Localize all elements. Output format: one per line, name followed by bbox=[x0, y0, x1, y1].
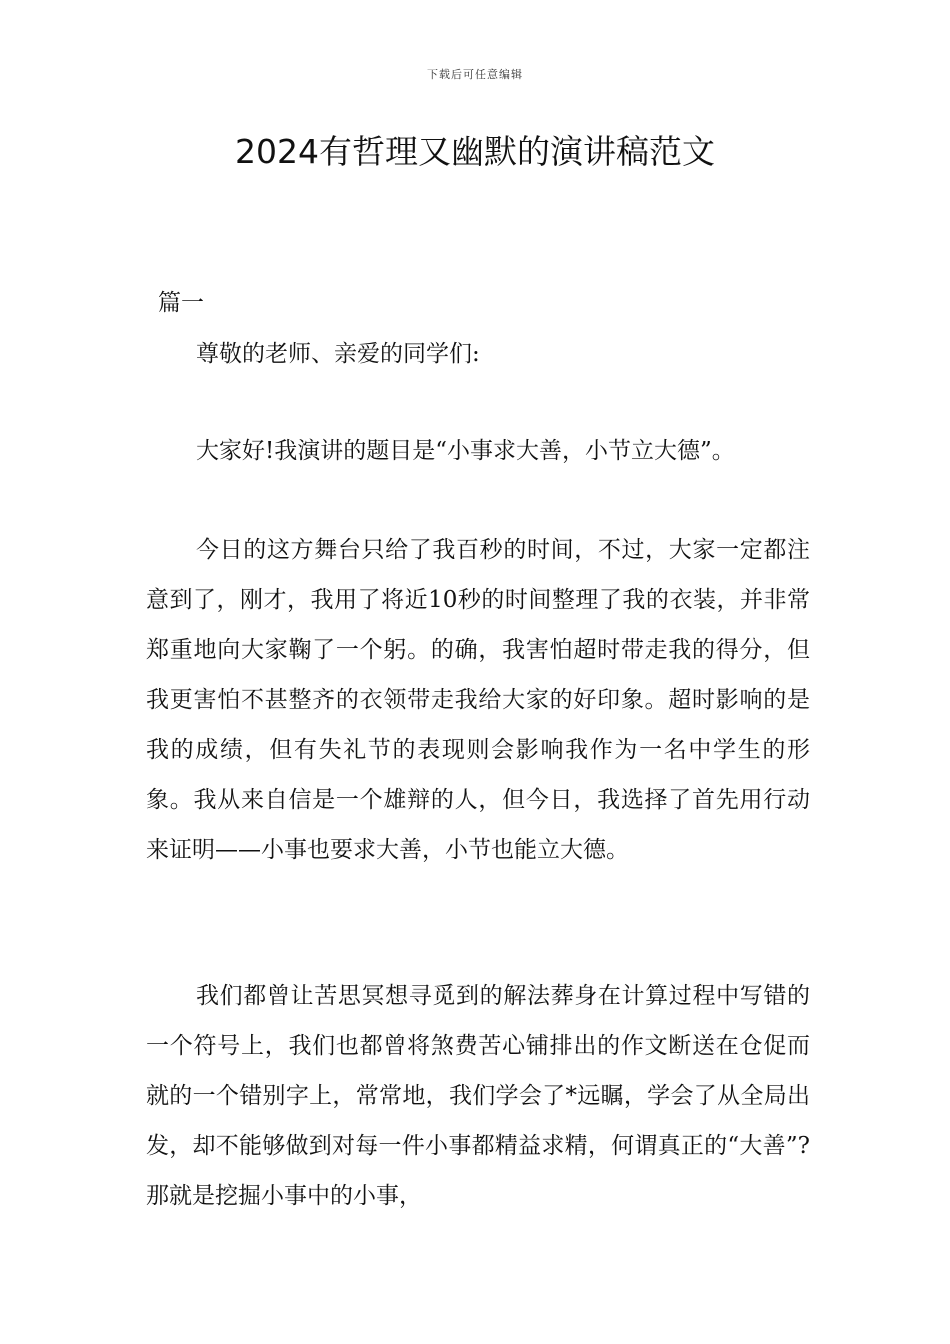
header-note: 下载后可任意编辑 bbox=[427, 68, 523, 81]
paragraph-greeting: 大家好!我演讲的题目是“小事求大善，小节立大德”。 bbox=[196, 438, 735, 464]
section-label: 篇一 bbox=[158, 290, 204, 316]
document-title: 2024有哲理又幽默的演讲稿范文 bbox=[235, 132, 715, 171]
paragraph-body-1: 今日的这方舞台只给了我百秒的时间，不过，大家一定都注意到了，刚才，我用了将近10秒的时间整理了我的衣装，并非常郑重地向大家鞠了一个躬。的确，我害怕超时带走我的得分，但我更害怕不甚整齐的衣领带走我给大家的好印象。超时影响的是我的成绩，但有失礼节的表现则会影响我作为一名中学生的形象。我从来自信是一个雄辩的人，但今日，我选择了首先用行动来证明——小事也要求大善，小节也能立大德。 bbox=[146, 537, 810, 863]
paragraph-salutation: 尊敬的老师、亲爱的同学们: bbox=[196, 341, 480, 367]
paragraph-body-2: 我们都曾让苦思冥想寻觅到的解法葬身在计算过程中写错的一个符号上，我们也都曾将煞费苦心铺排出的作文断送在仓促而就的一个错别字上，常常地，我们学会了*远瞩，学会了从全局出发，却不能够做到对每一件小事都精益求精，何谓真正的“大善”?那就是挖掘小事中的小事， bbox=[146, 983, 810, 1209]
